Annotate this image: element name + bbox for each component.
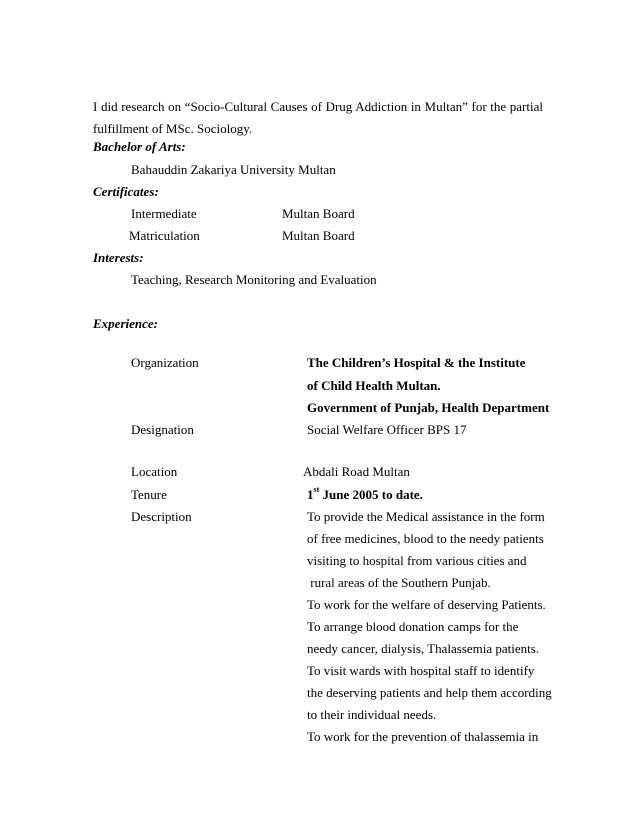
tenure-rest: June 2005 to date. bbox=[319, 487, 423, 502]
description-line: To provide the Medical assistance in the form bbox=[307, 509, 545, 524]
description-line: To visit wards with hospital staff to identify bbox=[307, 663, 535, 678]
organization-line: Government of Punjab, Health Department bbox=[307, 400, 550, 415]
tenure-suffix: st bbox=[313, 485, 320, 494]
description-line: visiting to hospital from various cities and bbox=[307, 553, 527, 568]
bachelor-institution: Bahauddin Zakariya University Multan bbox=[131, 162, 336, 177]
tenure-value bbox=[307, 487, 423, 503]
certificates-heading: Certificates: bbox=[93, 184, 159, 199]
description-line: To work for the prevention of thalassemia in bbox=[307, 729, 539, 744]
intro-paragraph: I did research on “Socio-Cultural Causes of Drug Addiction in Multan” for the partial fulfillment of MSc. Sociology. bbox=[93, 99, 543, 136]
interests-text: Teaching, Research Monitoring and Evaluation bbox=[131, 272, 377, 287]
description-line: To work for the welfare of deserving Patients. bbox=[307, 597, 546, 612]
description-label: Description bbox=[131, 509, 192, 524]
tenure-day: 1 bbox=[307, 487, 314, 502]
description-line: the deserving patients and help them according bbox=[307, 685, 552, 700]
organization-label: Organization bbox=[131, 355, 199, 370]
organization-line: The Children’s Hospital & the Institute bbox=[307, 355, 526, 370]
description-line: rural areas of the Southern Punjab. bbox=[307, 575, 491, 590]
tenure-label: Tenure bbox=[131, 487, 167, 502]
certificate-board: Multan Board bbox=[282, 206, 355, 221]
certificate-name: Intermediate bbox=[131, 206, 197, 221]
designation-value: Social Welfare Officer BPS 17 bbox=[307, 422, 467, 437]
description-line: To arrange blood donation camps for the bbox=[307, 619, 519, 634]
organization-line: of Child Health Multan. bbox=[307, 378, 441, 393]
bachelor-heading: Bachelor of Arts: bbox=[93, 139, 186, 154]
interests-heading: Interests: bbox=[93, 250, 144, 265]
location-value: Abdali Road Multan bbox=[303, 464, 410, 479]
description-line: needy cancer, dialysis, Thalassemia patients. bbox=[307, 641, 540, 656]
certificate-board: Multan Board bbox=[282, 228, 355, 243]
certificate-name: Matriculation bbox=[129, 228, 200, 243]
experience-heading: Experience: bbox=[93, 316, 158, 331]
location-label: Location bbox=[131, 464, 178, 479]
description-line: to their individual needs. bbox=[307, 707, 437, 722]
description-line: of free medicines, blood to the needy patients bbox=[307, 531, 544, 546]
designation-label: Designation bbox=[131, 422, 194, 437]
